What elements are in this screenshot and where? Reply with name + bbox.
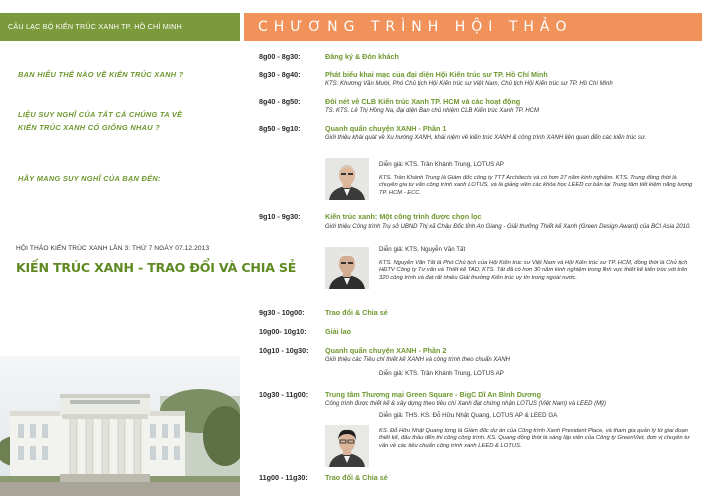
question-2-line-1: LIỆU SUY NGHĨ CỦA TẤT CẢ CHÚNG TA VỀ bbox=[18, 110, 183, 119]
schedule-title: Giải lao bbox=[325, 327, 351, 336]
question-1: BẠN HIỂU THẾ NÀO VỀ KIẾN TRÚC XANH ? bbox=[18, 70, 184, 79]
schedule-title: Trung tâm Thương mại Green Square - BigC Dĩ An Bình Dương bbox=[325, 390, 542, 399]
schedule-time: 11g00 - 11g30: bbox=[259, 473, 308, 482]
speaker-bio: KS. Đỗ Hữu Nhật Quang từng là Giám đốc dự án của Công trình Xanh President Place, và tham gia quản lý từ giai đoạn thiết kế, đấu thầu đến thi công công trình. KS. Quang đồng thời là sáng lập viên của Công ty GreenViet, đơn vị chuyên tư vấn về các tiêu chuẩn công trình xanh LEED & LOTUS. bbox=[379, 428, 690, 449]
schedule-description: TS. KTS. Lê Thị Hồng Na, đại diện Ban chủ nhiệm CLB Kiến trúc Xanh TP. HCM bbox=[325, 108, 539, 114]
schedule-title: Đôi nét về CLB Kiến trúc Xanh TP. HCM và các hoạt động bbox=[325, 97, 521, 106]
schedule-title: Kiến trúc xanh: Một công trình được chọn lọc bbox=[325, 212, 482, 221]
speaker-bio: KTS. Nguyễn Văn Tất là Phó Chủ tịch của Hội Kiến trúc sư Việt Nam và Hội Kiến trúc sư TP. HCM, đồng thời là Chủ tịch HĐTV Công ty Tư vấn và Thiết kế TAD. KTS. Tất đã có hơn 30 năm kinh nghiệm trong lĩnh vực thiết kế kiến trúc với trên 320 công trình và đạt rất nhiều Giải thưởng Kiến trúc uy tín trong ngoài nước. bbox=[379, 260, 688, 281]
speaker-line: Diễn giả: THS. KS. Đỗ Hữu Nhật Quang, LOTUS AP & LEED GA bbox=[379, 412, 558, 419]
program-header-band bbox=[244, 13, 702, 41]
schedule-title: Quanh quẩn chuyện XANH - Phần 1 bbox=[325, 124, 447, 133]
schedule-time: 8g50 - 9g10: bbox=[259, 124, 301, 133]
program-title: CHƯƠNG TRÌNH HỘI THẢO bbox=[258, 19, 573, 35]
speaker-line: Diễn giả: KTS. Trần Khánh Trung, LOTUS AP bbox=[379, 370, 504, 377]
schedule-time: 8g40 - 8g50: bbox=[259, 97, 301, 106]
schedule-description: KTS. Khương Văn Mười, Phó Chủ tịch Hội Kiến trúc sư Việt Nam, Chủ tịch Hội Kiến trúc sư TP. Hồ Chí Minh bbox=[325, 81, 613, 87]
schedule-title: Trao đổi & Chia sẻ bbox=[325, 308, 388, 317]
schedule-title: Quanh quẩn chuyện XANH - Phần 2 bbox=[325, 346, 447, 355]
schedule-time: 8g00 - 8g30: bbox=[259, 52, 301, 61]
club-name: CÂU LẠC BỘ KIẾN TRÚC XANH TP. HỒ CHÍ MINH bbox=[8, 22, 182, 31]
speaker-line: Diễn giả: KTS. Nguyễn Văn Tất bbox=[379, 246, 466, 253]
schedule-time: 9g10 - 9g30: bbox=[259, 212, 301, 221]
schedule-time: 10g30 - 11g00: bbox=[259, 390, 309, 399]
speaker-portrait-trung bbox=[325, 158, 369, 200]
schedule-time: 10g10 - 10g30: bbox=[259, 346, 309, 355]
schedule-time: 8g30 - 8g40: bbox=[259, 70, 301, 79]
schedule-title: Đăng ký & Đón khách bbox=[325, 52, 399, 61]
schedule-title: Trao đổi & Chia sẻ bbox=[325, 473, 388, 482]
schedule-description: Công trình được thiết kế & xây dựng theo tiêu chí Xanh đạt chứng nhận LOTUS (Việt Nam) và LEED (Mỹ) bbox=[325, 401, 607, 407]
speaker-line: Diễn giả: KTS. Trần Khánh Trung, LOTUS AP bbox=[379, 161, 504, 168]
speaker-portrait-tat bbox=[325, 247, 369, 289]
schedule-time: 10g00- 10g10: bbox=[259, 327, 307, 336]
building-photo bbox=[0, 356, 240, 496]
speaker-portrait-quang bbox=[325, 425, 369, 467]
question-2-line-2: KIẾN TRÚC XANH CÓ GIỐNG NHAU ? bbox=[18, 123, 161, 132]
event-title: KIẾN TRÚC XANH - TRAO ĐỔI VÀ CHIA SẺ bbox=[16, 260, 297, 275]
question-3: HÃY MANG SUY NGHĨ CỦA BẠN ĐẾN: bbox=[18, 174, 161, 183]
schedule-description: Giới thiệu các Tiêu chí thiết kế XANH và công trình theo chuẩn XANH bbox=[325, 357, 510, 363]
question-2 bbox=[18, 108, 182, 134]
schedule-time: 9g30 - 10g00: bbox=[259, 308, 305, 317]
schedule-description: Giới thiệu Công trình Trụ sở UBND Thị xã Châu Đốc tỉnh An Giang - Giải thưởng Thiết kế Xanh (Green Design Award) của BCI Asia 2010. bbox=[325, 224, 691, 230]
speaker-bio: KTS. Trần Khánh Trung là Giám đốc công ty TTT Architects và có hơn 27 năm kinh nghiệm. KTS. Trung đồng thời là chuyên gia tư vấn công trình xanh LOTUS, và là giảng viên các khóa học LEED cơ bản tại Trung tâm tiết kiệm năng lượng TP. HCM - ECC. bbox=[379, 175, 693, 196]
event-subtitle: HỘI THẢO KIẾN TRÚC XANH LẦN 3: THỨ 7 NGÀY 07.12.2013 bbox=[16, 245, 210, 252]
club-header-band bbox=[0, 13, 240, 41]
schedule-description: Giới thiệu khái quát về Xu hướng XANH, khái niệm về kiến trúc XANH & công trình XANH liên quan đến các kiến trúc sư. bbox=[325, 135, 647, 141]
schedule-title: Phát biểu khai mạc của đại diện Hội Kiến trúc sư TP. Hồ Chí Minh bbox=[325, 70, 548, 79]
